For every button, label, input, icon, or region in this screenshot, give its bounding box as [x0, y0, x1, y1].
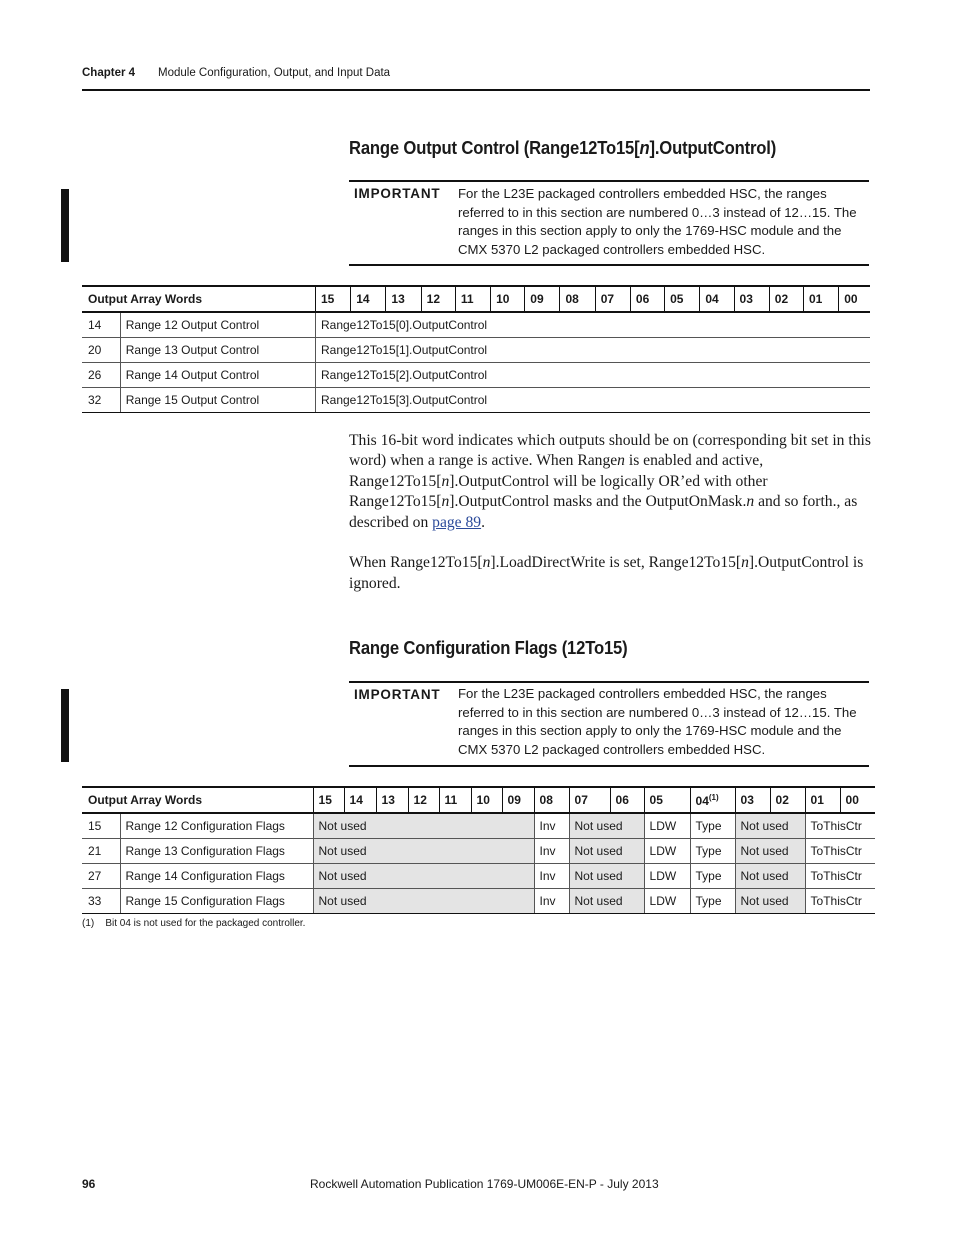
value-cell: Range12To15[2].OutputControl [315, 363, 870, 388]
table-row [82, 813, 875, 839]
header-rule [82, 89, 870, 91]
bit-header: 14 [351, 286, 386, 312]
name-cell: Range 12 Configuration Flags [120, 813, 313, 839]
bit-header: 05 [644, 787, 690, 813]
table-header-row [82, 787, 875, 813]
tothisctr-cell: ToThisCtr [805, 839, 875, 864]
inv-cell: Inv [534, 889, 569, 914]
bit-header: 09 [525, 286, 560, 312]
not-used-cell: Not used [569, 889, 644, 914]
tothisctr-cell: ToThisCtr [805, 864, 875, 889]
type-cell: Type [690, 889, 735, 914]
bit-header: 06 [630, 286, 664, 312]
ldw-cell: LDW [644, 839, 690, 864]
table-row [82, 864, 875, 889]
value-cell: Range12To15[0].OutputControl [315, 312, 870, 338]
not-used-cell: Not used [313, 889, 534, 914]
word-cell: 27 [82, 864, 120, 889]
table-row [82, 889, 875, 914]
not-used-cell: Not used [313, 813, 534, 839]
footnote: (1) Bit 04 is not used for the packaged controller. [82, 918, 306, 929]
not-used-cell: Not used [569, 839, 644, 864]
bit-header: 15 [315, 286, 350, 312]
value-cell: Range12To15[1].OutputControl [315, 338, 870, 363]
bit-header: 11 [455, 286, 490, 312]
important-label: IMPORTANT [354, 687, 441, 702]
name-cell: Range 14 Output Control [120, 363, 315, 388]
bit-header: 02 [769, 286, 803, 312]
name-cell: Range 15 Output Control [120, 388, 315, 413]
important-top-rule [349, 681, 869, 683]
bit-header: 06 [610, 787, 644, 813]
bit-header: 07 [569, 787, 610, 813]
bit-header: 03 [734, 286, 769, 312]
chapter-title: Module Configuration, Output, and Input Data [158, 67, 391, 79]
bit-header: 02 [770, 787, 805, 813]
bit-header: 04 [700, 286, 734, 312]
publication-info: Rockwell Automation Publication 1769-UM006E-EN-P - July 2013 [310, 1177, 659, 1191]
bit-header: 00 [839, 286, 870, 312]
not-used-cell: Not used [735, 813, 805, 839]
name-cell: Range 12 Output Control [120, 312, 315, 338]
bit-header: 15 [313, 787, 344, 813]
table-header-row [82, 286, 870, 312]
table-row [82, 312, 870, 338]
column-header: Output Array Words [82, 286, 315, 312]
name-cell: Range 14 Configuration Flags [120, 864, 313, 889]
important-bottom-rule [349, 264, 869, 266]
word-cell: 21 [82, 839, 120, 864]
bit-header: 09 [502, 787, 534, 813]
bit-header: 01 [805, 787, 840, 813]
not-used-cell: Not used [313, 864, 534, 889]
chapter-label: Chapter 4 [82, 67, 136, 79]
bit-header: 01 [803, 286, 838, 312]
important-bottom-rule [349, 765, 869, 767]
body-text [349, 431, 871, 615]
important-text: For the L23E packaged controllers embedded HSC, the ranges referred to in this section are numbered 0…3 instead of 12…15. The ranges in this section apply to only the 1769-HSC module and the CMX 5370 L2 packaged controllers embedded HSC. [458, 186, 857, 257]
word-cell: 15 [82, 813, 120, 839]
not-used-cell: Not used [735, 864, 805, 889]
inv-cell: Inv [534, 839, 569, 864]
bit-header: 12 [408, 787, 439, 813]
bit-header: 03 [735, 787, 770, 813]
ldw-cell: LDW [644, 864, 690, 889]
not-used-cell: Not used [569, 813, 644, 839]
important-label: IMPORTANT [354, 186, 441, 201]
word-cell: 20 [82, 338, 120, 363]
not-used-cell: Not used [735, 839, 805, 864]
table-row [82, 839, 875, 864]
change-bar [61, 189, 69, 262]
bit-header: 08 [534, 787, 569, 813]
bit-header: 08 [560, 286, 595, 312]
bit-header-with-note: 04$^{(1)}$ [690, 787, 735, 813]
footnote-ref: (1) [708, 792, 719, 802]
paragraph: This 16-bit word indicates which outputs should be on (corresponding bit set in this word) when a range is active. When Rangen is enabled and active, Range12To15[n].OutputControl will be logically OR’ed with other Range12To15[n].OutputControl masks and the OutputOnMask.n and so forth., as described on page 89. [349, 432, 871, 531]
bit-header: 05 [665, 286, 700, 312]
bit-header: 10 [471, 787, 502, 813]
bit-header: 10 [491, 286, 525, 312]
bit-header: 00 [840, 787, 875, 813]
type-cell: Type [690, 864, 735, 889]
important-text: For the L23E packaged controllers embedded HSC, the ranges referred to in this section are numbered 0…3 instead of 12…15. The ranges in this section apply to only the 1769-HSC module and the CMX 5370 L2 packaged controllers embedded HSC. [458, 686, 857, 757]
tothisctr-cell: ToThisCtr [805, 889, 875, 914]
not-used-cell: Not used [313, 839, 534, 864]
word-cell: 33 [82, 889, 120, 914]
section-title-output-control: Range Output Control (Range12To15[n].OutputControl) [349, 137, 777, 158]
ldw-cell: LDW [644, 889, 690, 914]
bit-header: 14 [344, 787, 376, 813]
name-cell: Range 13 Output Control [120, 338, 315, 363]
page-number: 96 [82, 1177, 96, 1191]
table-row [82, 363, 870, 388]
inv-cell: Inv [534, 864, 569, 889]
type-cell: Type [690, 839, 735, 864]
tothisctr-cell: ToThisCtr [805, 813, 875, 839]
bit-header: 13 [376, 787, 408, 813]
section-title-config-flags: Range Configuration Flags (12To15) [349, 637, 628, 658]
value-cell: Range12To15[3].OutputControl [315, 388, 870, 413]
word-cell: 26 [82, 363, 120, 388]
type-cell: Type [690, 813, 735, 839]
output-control-table [82, 285, 870, 413]
not-used-cell: Not used [735, 889, 805, 914]
important-top-rule [349, 180, 869, 182]
bit-header: 07 [595, 286, 630, 312]
bit-header: 11 [439, 787, 471, 813]
ldw-cell: LDW [644, 813, 690, 839]
paragraph: When Range12To15[n].LoadDirectWrite is set, Range12To15[n].OutputControl is ignored. [349, 554, 864, 592]
config-flags-table [82, 786, 875, 914]
change-bar [61, 689, 69, 762]
bit-header: 12 [421, 286, 455, 312]
word-cell: 32 [82, 388, 120, 413]
name-cell: Range 13 Configuration Flags [120, 839, 313, 864]
table-row [82, 388, 870, 413]
table-row [82, 338, 870, 363]
name-cell: Range 15 Configuration Flags [120, 889, 313, 914]
not-used-cell: Not used [569, 864, 644, 889]
column-header: Output Array Words [82, 787, 313, 813]
inv-cell: Inv [534, 813, 569, 839]
word-cell: 14 [82, 312, 120, 338]
page-link[interactable]: page 89 [432, 513, 482, 531]
bit-header: 13 [386, 286, 421, 312]
